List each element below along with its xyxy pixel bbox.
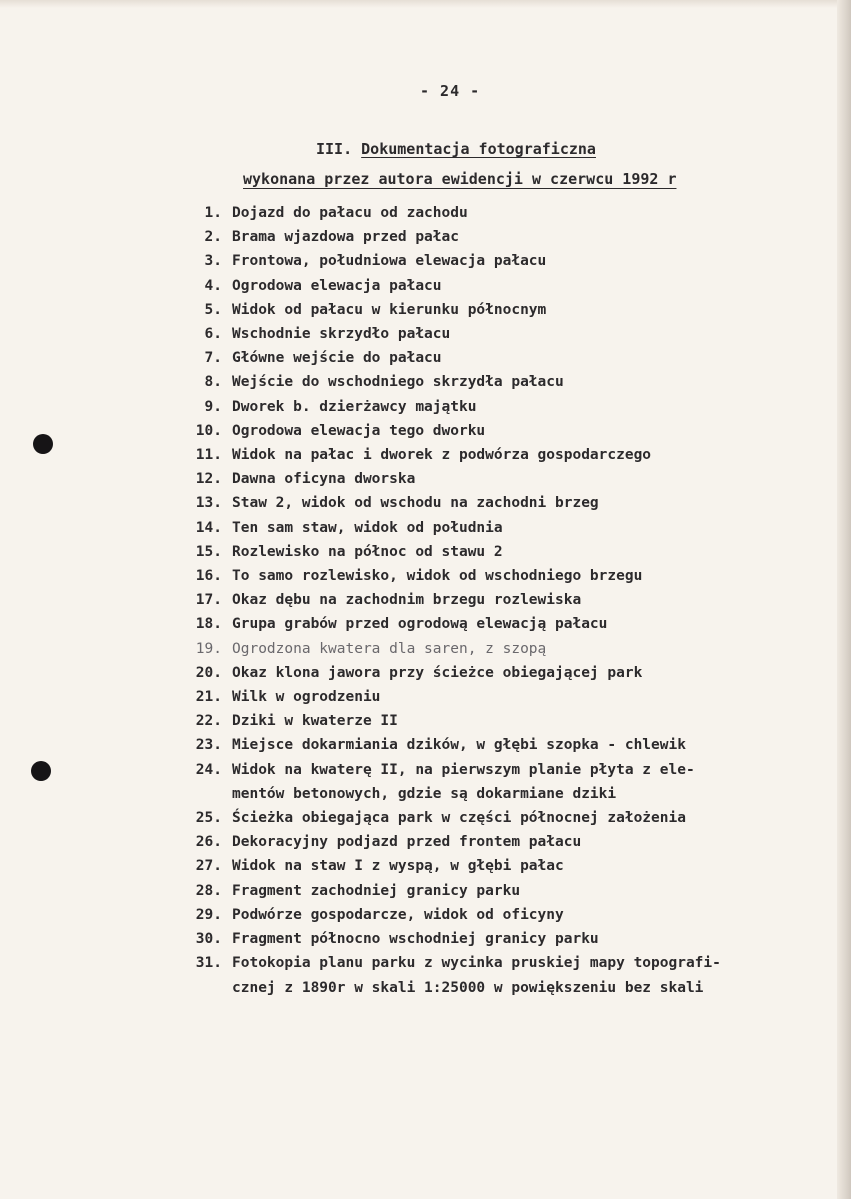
list-item xyxy=(0,612,851,636)
list-item-number: 15. xyxy=(195,543,222,560)
list-item-number: 26. xyxy=(195,834,222,851)
list-item-text xyxy=(232,879,520,903)
list-item-text xyxy=(232,588,581,612)
list-item-line: Widok na pałac i dworek z podwórza gospodarczego xyxy=(232,447,652,464)
list-item-line: Ogrodzona kwatera dla saren, z szopą xyxy=(232,640,547,657)
page-number: - 24 - xyxy=(420,82,481,100)
list-item-line: Podwórze gospodarcze, widok od oficyny xyxy=(232,906,564,923)
section-title: Dokumentacja fotograficzna xyxy=(361,140,596,158)
list-item-number: 31. xyxy=(195,955,222,972)
list-item-number: 3. xyxy=(204,253,222,270)
list-item xyxy=(0,491,851,515)
list-item-text xyxy=(232,491,599,515)
list-item xyxy=(0,927,851,951)
list-item xyxy=(0,854,851,878)
list-item-line: Widok od pałacu w kierunku północnym xyxy=(232,301,547,318)
section-subtitle xyxy=(243,170,676,188)
list-item-text xyxy=(232,806,686,830)
list-item-line: Ten sam staw, widok od południa xyxy=(232,519,503,536)
list-item xyxy=(0,685,851,709)
list-item xyxy=(0,419,851,443)
list-item-number: 10. xyxy=(195,422,222,439)
list-item-line: Ścieżka obiegająca park w części północnej założenia xyxy=(232,810,686,827)
list-item-text xyxy=(232,951,721,999)
list-item-text xyxy=(232,298,546,322)
list-item-number: 6. xyxy=(204,326,222,343)
list-item-line: Dekoracyjny podjazd przed frontem pałacu xyxy=(232,834,582,851)
section-subtitle-text: wykonana przez autora ewidencji w czerwcu 1992 r xyxy=(243,170,677,188)
list-item-number: 18. xyxy=(195,616,222,633)
list-item-number: 16. xyxy=(195,568,222,585)
list-item xyxy=(0,588,851,612)
list-item xyxy=(0,443,851,467)
list-item-line: Okaz dębu na zachodnim brzegu rozlewiska xyxy=(232,592,582,609)
list-item xyxy=(0,274,851,298)
list-item-text xyxy=(232,516,503,540)
list-item-text xyxy=(232,830,581,854)
list-item-text xyxy=(232,854,564,878)
section-heading xyxy=(316,140,596,158)
list-item-line: Grupa grabów przed ogrodową elewacją pałacu xyxy=(232,616,608,633)
list-item-text xyxy=(232,322,450,346)
list-item-text xyxy=(232,685,380,709)
list-item xyxy=(0,225,851,249)
list-item xyxy=(0,637,851,661)
list-item-number: 30. xyxy=(195,931,222,948)
page-top-edge xyxy=(0,0,851,8)
list-item-number: 23. xyxy=(195,737,222,754)
list-item-number: 14. xyxy=(195,519,222,536)
list-item-number: 12. xyxy=(195,471,222,488)
list-item-number: 25. xyxy=(195,810,222,827)
list-item xyxy=(0,540,851,564)
list-item-number: 4. xyxy=(204,277,222,294)
list-item xyxy=(0,346,851,370)
list-item-text xyxy=(232,419,485,443)
list-item-number: 17. xyxy=(195,592,222,609)
list-item-text xyxy=(232,249,546,273)
list-item-text xyxy=(232,370,564,394)
list-item xyxy=(0,201,851,225)
list-item-text xyxy=(232,903,564,927)
list-item-line: Ogrodowa elewacja tego dworku xyxy=(232,422,486,439)
list-item-line: To samo rozlewisko, widok od wschodniego brzegu xyxy=(232,568,643,585)
list-item-text xyxy=(232,540,503,564)
list-item-line: Dojazd do pałacu od zachodu xyxy=(232,205,468,221)
list-item-line: Rozlewisko na północ od stawu 2 xyxy=(232,543,503,560)
list-item-text xyxy=(232,201,468,225)
list-item-number: 5. xyxy=(204,301,222,318)
list-item-text xyxy=(232,274,442,298)
list-item-number: 9. xyxy=(204,398,222,415)
list-item-text xyxy=(232,612,607,636)
list-item-line: Miejsce dokarmiania dzików, w głębi szopka - chlewik xyxy=(232,737,686,754)
list-item xyxy=(0,249,851,273)
list-item-number: 19. xyxy=(195,640,222,657)
list-item xyxy=(0,395,851,419)
list-item xyxy=(0,806,851,830)
list-item-text xyxy=(232,467,415,491)
list-item-text xyxy=(232,564,642,588)
list-item-line: Wilk w ogrodzeniu xyxy=(232,689,381,706)
list-item-text xyxy=(232,346,442,370)
list-item-text xyxy=(232,733,686,757)
section-number: III. xyxy=(316,140,353,158)
list-item xyxy=(0,951,851,999)
list-item-text xyxy=(232,661,642,685)
list-item-text xyxy=(232,758,695,806)
list-item xyxy=(0,758,851,806)
list-item xyxy=(0,370,851,394)
list-item-line: Ogrodowa elewacja pałacu xyxy=(232,277,442,294)
list-item-line: Wejście do wschodniego skrzydła pałacu xyxy=(232,374,564,391)
list-item-text xyxy=(232,395,476,419)
list-item-line: cznej z 1890r w skali 1:25000 w powiększeniu bez skali xyxy=(232,979,704,996)
list-item-number: 20. xyxy=(195,664,222,681)
photo-list xyxy=(0,201,851,1000)
list-item-number: 7. xyxy=(204,350,222,367)
list-item xyxy=(0,709,851,733)
list-item-number: 28. xyxy=(195,882,222,899)
list-item xyxy=(0,298,851,322)
list-item-line: Frontowa, południowa elewacja pałacu xyxy=(232,253,547,270)
list-item-line: Widok na kwaterę II, na pierwszym planie płyta z ele- xyxy=(232,761,695,778)
list-item-number: 24. xyxy=(195,761,222,778)
list-item-text xyxy=(232,225,459,249)
list-item-number: 27. xyxy=(195,858,222,875)
list-item-number: 21. xyxy=(195,689,222,706)
list-item xyxy=(0,564,851,588)
list-item-number: 13. xyxy=(195,495,222,512)
list-item-line: Główne wejście do pałacu xyxy=(232,350,442,367)
list-item xyxy=(0,467,851,491)
list-item-number: 29. xyxy=(195,906,222,923)
list-item-line: Fotokopia planu parku z wycinka pruskiej mapy topografi- xyxy=(232,955,721,972)
list-item-line: mentów betonowych, gdzie są dokarmiane dziki xyxy=(232,785,617,802)
list-item-number: 2. xyxy=(204,229,222,246)
list-item-line: Dziki w kwaterze II xyxy=(232,713,398,730)
list-item-text xyxy=(232,443,651,467)
list-item-line: Widok na staw I z wyspą, w głębi pałac xyxy=(232,858,564,875)
list-item-line: Okaz klona jawora przy ścieżce obiegającej park xyxy=(232,664,643,681)
list-item-line: Brama wjazdowa przed pałac xyxy=(232,229,459,246)
list-item-number: 8. xyxy=(204,374,222,391)
list-item-number: 11. xyxy=(195,447,222,464)
list-item-line: Fragment zachodniej granicy parku xyxy=(232,882,521,899)
list-item-line: Staw 2, widok od wschodu na zachodni brzeg xyxy=(232,495,599,512)
list-item-line: Dawna oficyna dworska xyxy=(232,471,416,488)
list-item xyxy=(0,879,851,903)
list-item xyxy=(0,733,851,757)
list-item xyxy=(0,322,851,346)
list-item-number: 22. xyxy=(195,713,222,730)
list-item-line: Fragment północno wschodniej granicy parku xyxy=(232,931,599,948)
list-item xyxy=(0,516,851,540)
list-item xyxy=(0,830,851,854)
list-item-text xyxy=(232,637,546,661)
list-item-line: Wschodnie skrzydło pałacu xyxy=(232,326,451,343)
list-item xyxy=(0,903,851,927)
list-item-text xyxy=(232,709,398,733)
list-item-number: 1. xyxy=(204,205,222,221)
list-item xyxy=(0,661,851,685)
list-item-line: Dworek b. dzierżawcy majątku xyxy=(232,398,477,415)
list-item-text xyxy=(232,927,599,951)
